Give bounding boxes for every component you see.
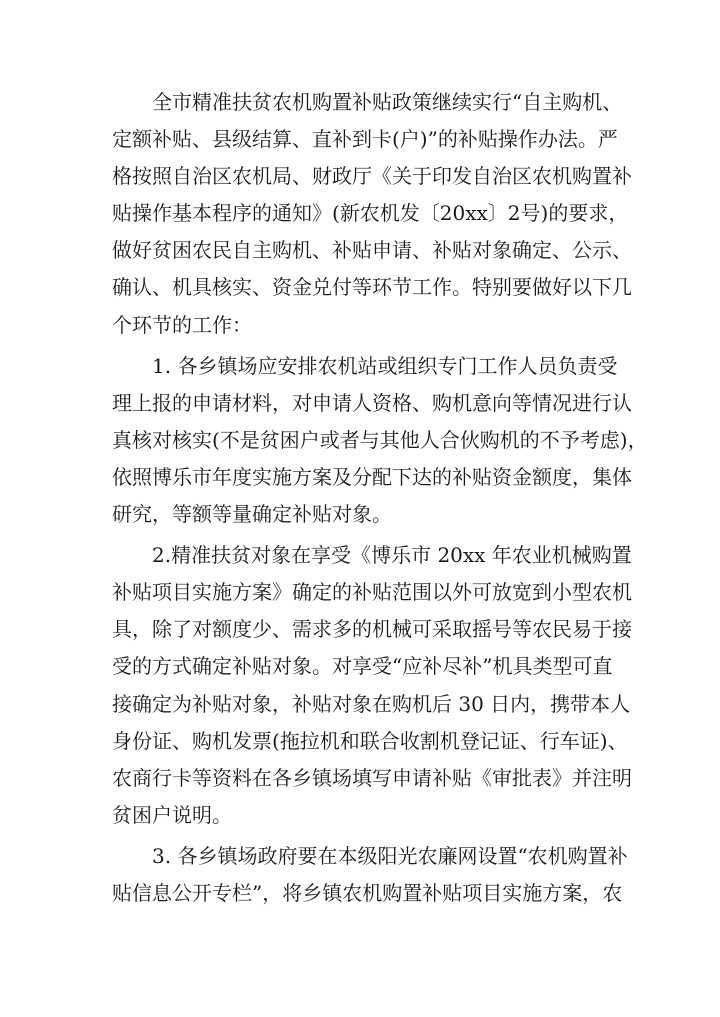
text-line: 身份证、购机发票(拖拉机和联合收割机登记证、行车证)、 xyxy=(112,728,628,753)
text-line: 2.精准扶贫对象在享受《博乐市 20xx 年农业机械购置 xyxy=(152,543,632,568)
text-line: 农商行卡等资料在各乡镇场填写申请补贴《审批表》并注明 xyxy=(112,765,632,790)
text-line: 3. 各乡镇场政府要在本级阳光农廉网设置“农机购置补 xyxy=(152,843,628,868)
text-line: 确认、机具核实、资金兑付等环节工作。特别要做好以下几 xyxy=(112,275,632,300)
text-line: 具，除了对额度少、需求多的机械可采取摇号等农民易于接 xyxy=(112,617,632,642)
text-line: 补贴项目实施方案》确定的补贴范围以外可放宽到小型农机 xyxy=(112,580,632,605)
text-line: 定额补贴、县级结算、直补到卡(户)”的补贴操作办法。严 xyxy=(112,127,618,152)
text-line: 1. 各乡镇场应安排农机站或组织专门工作人员负责受 xyxy=(152,353,618,378)
text-line: 贴操作基本程序的通知》(新农机发〔20xx〕2号)的要求， xyxy=(112,201,629,226)
text-line: 个环节的工作： xyxy=(112,312,252,337)
text-line: 理上报的申请材料，对申请人资格、购机意向等情况进行认 xyxy=(112,390,632,415)
paragraph-item-1 xyxy=(112,348,648,533)
text-line: 研究，等额等量确定补贴对象。 xyxy=(112,502,392,527)
text-line: 贫困户说明。 xyxy=(112,802,232,827)
text-line: 格按照自治区农机局、财政厅《关于印发自治区农机购置补 xyxy=(112,164,632,189)
text-line: 贴信息公开专栏”，将乡镇农机购置补贴项目实施方案，农 xyxy=(112,880,623,905)
text-line: 做好贫困农民自主购机、补贴申请、补贴对象确定、公示、 xyxy=(112,238,632,263)
text-line: 依照博乐市年度实施方案及分配下达的补贴资金额度，集体 xyxy=(112,464,632,489)
document-body xyxy=(112,84,648,912)
text-line: 真核对核实(不是贫困户或者与其他人合伙购机的不予考虑)， xyxy=(112,427,648,452)
paragraph-item-3 xyxy=(112,838,628,912)
paragraph-intro xyxy=(112,84,632,344)
text-line: 接确定为补贴对象，补贴对象在购机后 30 日内，携带本人 xyxy=(112,691,631,716)
text-line: 受的方式确定补贴对象。对享受“应补尽补”机具类型可直 xyxy=(112,654,613,679)
text-line: 全市精准扶贫农机购置补贴政策继续实行“自主购机、 xyxy=(152,90,623,114)
paragraph-item-2 xyxy=(112,537,632,834)
